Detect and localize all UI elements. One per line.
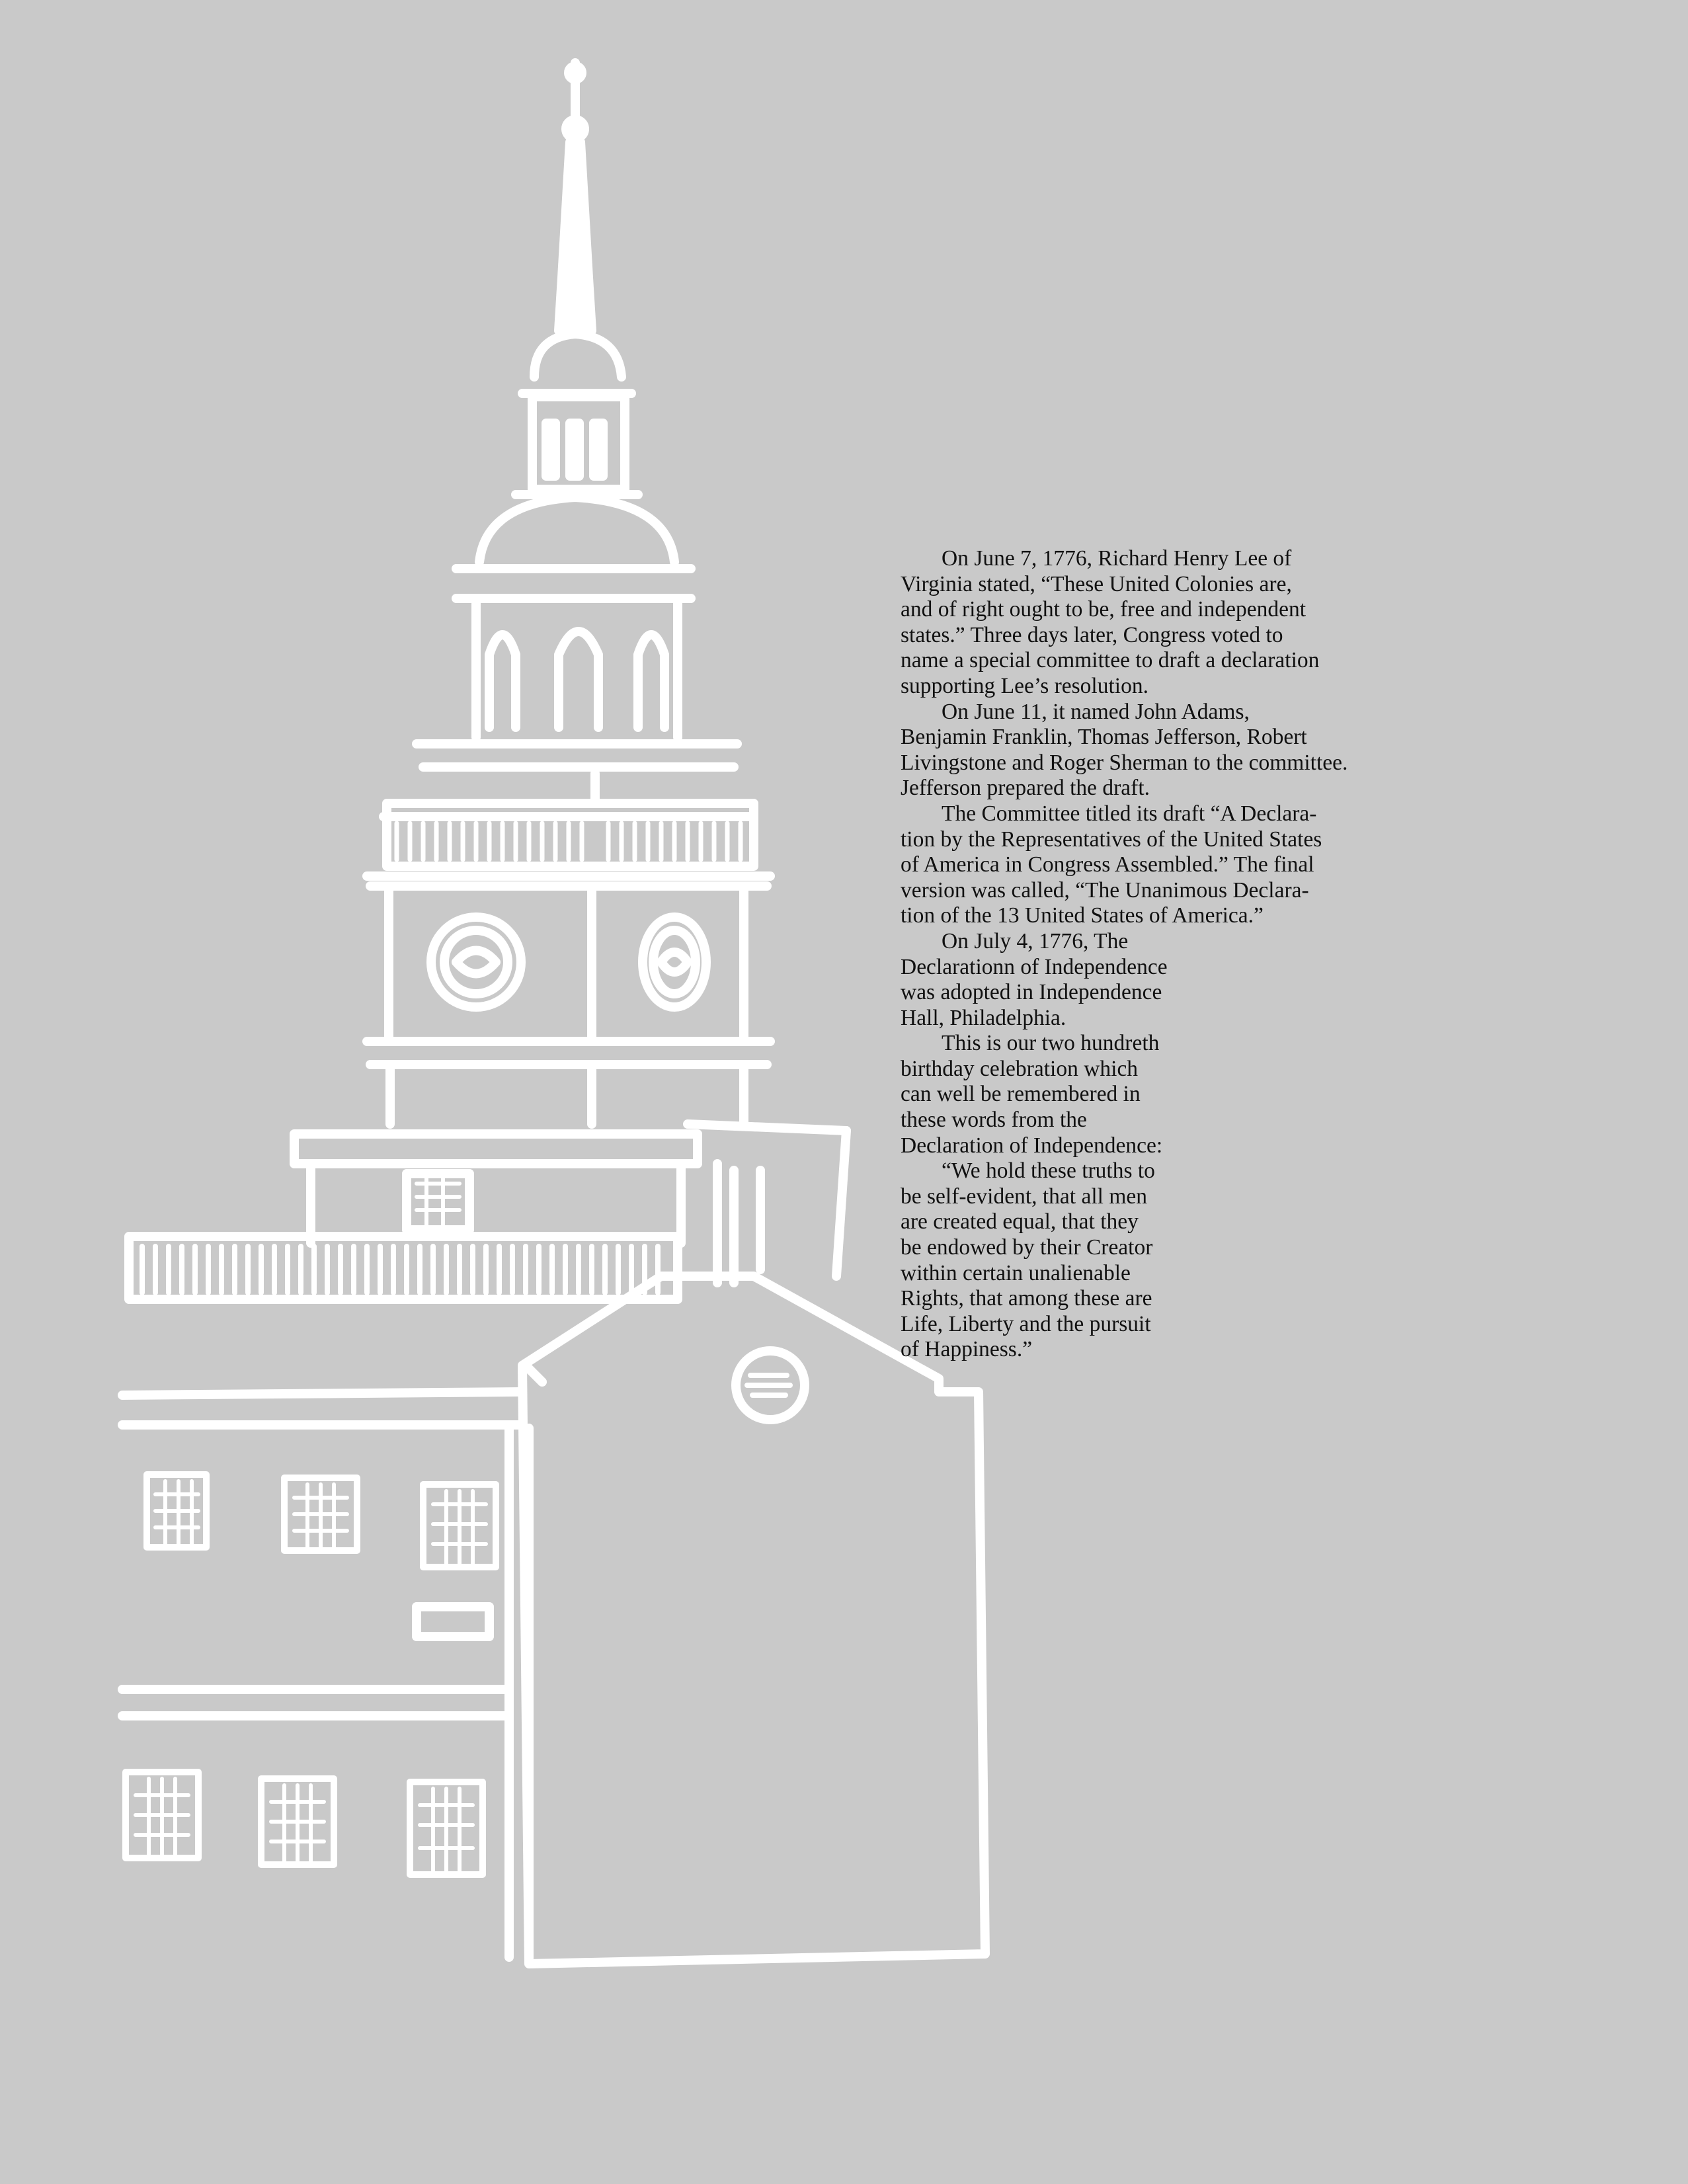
text-line: Livingstone and Roger Sherman to the committee.: [901, 750, 1348, 775]
text-line: supporting Lee’s resolution.: [901, 673, 1148, 698]
text-line: states.” Three days later, Congress voted to: [901, 622, 1283, 647]
text-line: of America in Congress Assembled.” The final: [901, 852, 1314, 877]
paragraph: [901, 801, 1482, 929]
text-line: Jefferson prepared the draft.: [901, 776, 1150, 801]
text-line: On July 4, 1776, The: [942, 928, 1129, 953]
upper-balustrade: [367, 774, 770, 886]
text-line: these words from the: [901, 1108, 1087, 1133]
spire: [559, 63, 592, 331]
main-balustrade: [129, 1236, 678, 1299]
clock-left: [431, 917, 521, 1007]
clock-right: [643, 917, 706, 1007]
paragraph: [901, 546, 1482, 700]
dome: [417, 497, 737, 767]
text-line: tion of the 13 United States of America.”: [901, 903, 1264, 928]
text-line: version was called, “The Unanimous Declara-: [901, 877, 1309, 903]
clock-stage: [367, 886, 770, 1124]
paragraph: [901, 1031, 1482, 1158]
text-line: On June 7, 1776, Richard Henry Lee of: [942, 546, 1292, 571]
text-line: “We hold these truths to: [942, 1158, 1155, 1184]
paragraph: [901, 1158, 1482, 1363]
paragraph: [901, 929, 1482, 1031]
text-line: Rights, that among these are: [901, 1286, 1152, 1311]
declaration-history-text: [901, 546, 1482, 1363]
windows-upper-row: [147, 1475, 496, 1567]
text-line: was adopted in Independence: [901, 980, 1162, 1005]
paragraph: [901, 700, 1482, 801]
windows-lower-row: [126, 1772, 483, 1875]
text-line: Virginia stated, “These United Colonies are,: [901, 571, 1292, 596]
text-line: can well be remembered in: [901, 1082, 1141, 1107]
text-line: within certain unalienable: [901, 1260, 1131, 1285]
text-line: The Committee titled its draft “A Declara-: [942, 801, 1317, 826]
gable-wing: [522, 1276, 985, 1964]
cupola-top: [516, 334, 638, 495]
text-line: tion by the Representatives of the United States: [901, 827, 1322, 852]
text-line: are created equal, that they: [901, 1209, 1139, 1234]
text-line: Benjamin Franklin, Thomas Jefferson, Robert: [901, 725, 1307, 750]
text-line: be self-evident, that all men: [901, 1184, 1148, 1209]
text-line: This is our two hundreth: [942, 1031, 1160, 1056]
text-line: name a special committee to draft a declaration: [901, 648, 1320, 673]
text-line: On June 11, it named John Adams,: [942, 699, 1250, 724]
text-line: birthday celebration which: [901, 1056, 1139, 1081]
text-line: Declarationn of Independence: [901, 954, 1168, 979]
text-line: Life, Liberty and the pursuit: [901, 1311, 1151, 1336]
text-line: and of right ought to be, free and independent: [901, 597, 1306, 622]
text-line: Declaration of Independence:: [901, 1133, 1163, 1158]
text-line: Hall, Philadelphia.: [901, 1005, 1066, 1030]
lower-stage: [294, 1124, 846, 1283]
text-line: be endowed by their Creator: [901, 1235, 1153, 1260]
text-line: of Happiness.”: [901, 1337, 1033, 1362]
